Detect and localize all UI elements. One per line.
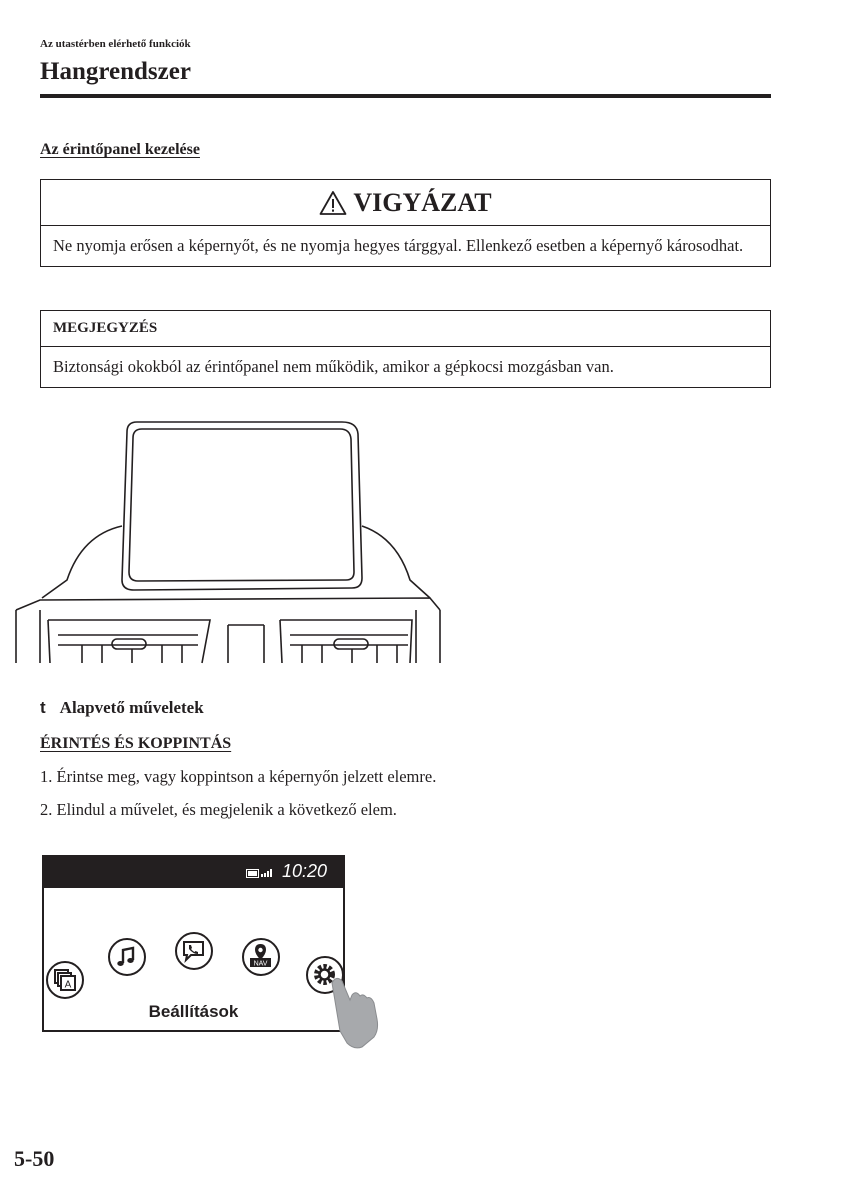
step-item: 2. Elindul a művelet, és megjelenik a következő elem. [40,800,397,819]
note-box [40,310,771,388]
basic-operations-label: Alapvető műveletek [59,698,204,717]
section-bullet: t [40,698,46,717]
touch-tap-heading: ÉRINTÉS ÉS KOPPINTÁS [40,735,232,752]
clock: 10:20 [281,861,327,881]
battery-icon [246,869,259,878]
note-text: Biztonsági okokból az érintőpanel nem működik, amikor a gépkocsi mozgásban van. [53,357,614,376]
note-title: MEGJEGYZÉS [41,311,770,347]
caution-title: VIGYÁZAT [353,187,492,217]
dashboard-display-illustration [12,420,442,670]
caution-box [40,179,771,267]
page-number: 5-50 [14,1146,55,1171]
music-icon[interactable] [108,938,146,976]
navigation-icon[interactable] [242,938,280,976]
caution-header [41,180,770,226]
infotainment-screen [42,855,345,1032]
page-title: Hangrendszer [40,58,191,85]
applications-icon[interactable] [46,961,84,999]
nav-badge: NAV [253,960,268,968]
finger-pointer-illustration [322,955,382,1050]
app-badge: A [64,979,72,991]
status-bar [44,857,343,888]
basic-operations-heading [40,698,204,718]
signal-icon [261,869,273,877]
caution-text: Ne nyomja erősen a képernyőt, és ne nyomja hegyes tárggyal. Ellenkező esetben a képernyő károsodhat. [53,236,744,255]
touch-panel-heading: Az érintőpanel kezelése [40,141,200,158]
selected-item-label: Beállítások [148,1002,239,1021]
section-label: Az utastérben elérhető funkciók [40,38,191,50]
step-item: 1. Érintse meg, vagy koppintson a képernyőn jelzett elemre. [40,767,437,786]
warning-icon [319,190,347,216]
title-rule [40,94,771,98]
phone-icon[interactable] [175,932,213,970]
